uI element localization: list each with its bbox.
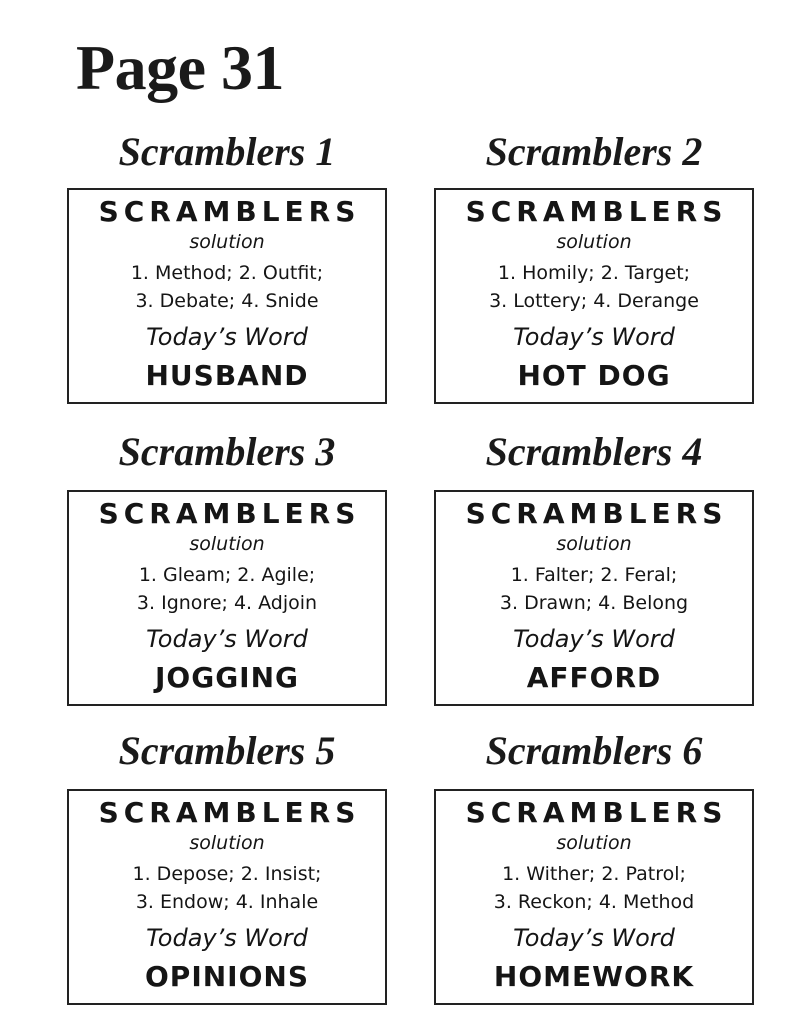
puzzle-heading-5: Scramblers 5 bbox=[118, 728, 336, 773]
answers-line-2: 3. Debate; 4. Snide bbox=[135, 290, 319, 312]
brand-label: SCRAMBLERS bbox=[98, 796, 361, 829]
solution-box-2 bbox=[434, 188, 754, 404]
todays-word-label: Today’s Word bbox=[146, 323, 308, 351]
brand-label: SCRAMBLERS bbox=[465, 497, 728, 530]
puzzle-heading-6: Scramblers 6 bbox=[485, 728, 703, 773]
brand-label: SCRAMBLERS bbox=[98, 195, 361, 228]
solution-box-6 bbox=[434, 789, 754, 1005]
solution-box-5 bbox=[67, 789, 387, 1005]
answers-line-2: 3. Ignore; 4. Adjoin bbox=[136, 592, 318, 614]
puzzle-heading-1: Scramblers 1 bbox=[118, 129, 336, 174]
solution-box-1 bbox=[67, 188, 387, 404]
answers-line-1: 1. Method; 2. Outfit; bbox=[130, 262, 324, 284]
todays-word-label: Today’s Word bbox=[146, 924, 308, 952]
page-title: Page 31 bbox=[76, 32, 284, 103]
todays-word-label: Today’s Word bbox=[513, 924, 675, 952]
puzzle-heading-3: Scramblers 3 bbox=[118, 429, 336, 474]
answers-line-2: 3. Drawn; 4. Belong bbox=[499, 592, 689, 614]
solution-label: solution bbox=[556, 533, 632, 555]
answers-line-2: 3. Reckon; 4. Method bbox=[493, 891, 695, 913]
answers-line-1: 1. Falter; 2. Feral; bbox=[510, 564, 678, 586]
puzzle-heading-2: Scramblers 2 bbox=[485, 129, 703, 174]
brand-label: SCRAMBLERS bbox=[465, 796, 728, 829]
answers-line-1: 1. Gleam; 2. Agile; bbox=[138, 564, 316, 586]
todays-word-label: Today’s Word bbox=[146, 625, 308, 653]
todays-word-label: Today’s Word bbox=[513, 625, 675, 653]
answers-line-1: 1. Homily; 2. Target; bbox=[497, 262, 691, 284]
todays-word: OPINIONS bbox=[145, 960, 309, 993]
todays-word: JOGGING bbox=[154, 661, 300, 694]
brand-label: SCRAMBLERS bbox=[98, 497, 361, 530]
answers-line-1: 1. Depose; 2. Insist; bbox=[132, 863, 322, 885]
solution-label: solution bbox=[189, 832, 265, 854]
todays-word: HOT DOG bbox=[517, 359, 671, 392]
solution-label: solution bbox=[556, 231, 632, 253]
solution-box-3 bbox=[67, 490, 387, 706]
todays-word: AFFORD bbox=[526, 661, 662, 694]
brand-label: SCRAMBLERS bbox=[465, 195, 728, 228]
todays-word: HOMEWORK bbox=[493, 960, 695, 993]
todays-word-label: Today’s Word bbox=[513, 323, 675, 351]
answers-line-1: 1. Wither; 2. Patrol; bbox=[502, 863, 686, 885]
answers-line-2: 3. Endow; 4. Inhale bbox=[135, 891, 319, 913]
answers-line-2: 3. Lottery; 4. Derange bbox=[489, 290, 699, 312]
puzzle-heading-4: Scramblers 4 bbox=[485, 429, 703, 474]
solution-box-4 bbox=[434, 490, 754, 706]
solution-label: solution bbox=[189, 231, 265, 253]
solution-label: solution bbox=[189, 533, 265, 555]
solution-label: solution bbox=[556, 832, 632, 854]
todays-word: HUSBAND bbox=[145, 359, 309, 392]
